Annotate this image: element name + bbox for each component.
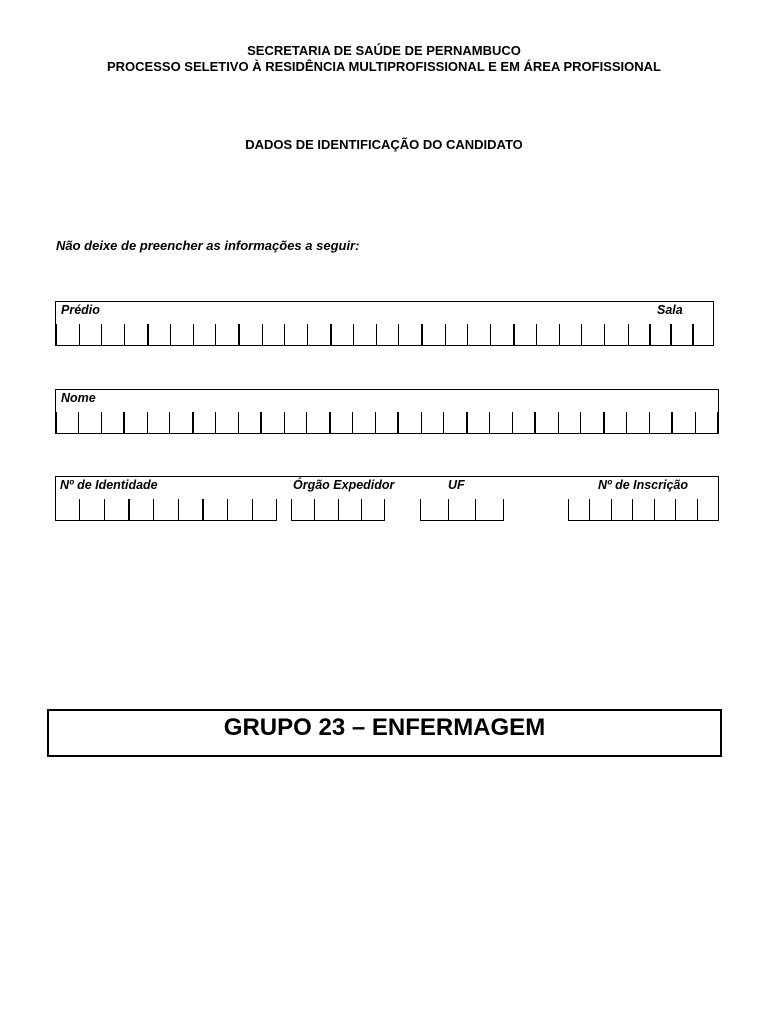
- input-cell[interactable]: [629, 324, 651, 345]
- input-cell[interactable]: [560, 324, 583, 345]
- input-cell[interactable]: [105, 499, 130, 520]
- input-cell[interactable]: [179, 499, 204, 520]
- inscricao-label: Nº de Inscrição: [598, 478, 689, 492]
- input-cell[interactable]: [444, 412, 467, 433]
- uf-input-cells[interactable]: [420, 499, 504, 521]
- input-cell[interactable]: [240, 324, 263, 345]
- predio-sala-box: [55, 301, 714, 346]
- nome-input-cells[interactable]: [56, 412, 718, 434]
- header-title: SECRETARIA DE SAÚDE DE PERNAMBUCO: [247, 43, 521, 58]
- input-cell[interactable]: [353, 412, 375, 433]
- input-cell[interactable]: [399, 324, 423, 345]
- input-cell[interactable]: [650, 412, 673, 433]
- input-cell[interactable]: [315, 499, 338, 520]
- input-cell[interactable]: [228, 499, 252, 520]
- input-cell[interactable]: [148, 412, 170, 433]
- input-cell[interactable]: [627, 412, 649, 433]
- input-cell[interactable]: [307, 412, 330, 433]
- input-cell[interactable]: [490, 412, 512, 433]
- input-cell[interactable]: [80, 324, 103, 345]
- predio-label: Prédio: [61, 303, 100, 317]
- input-cell[interactable]: [102, 324, 125, 345]
- input-cell[interactable]: [581, 412, 604, 433]
- input-cell[interactable]: [354, 324, 377, 345]
- input-cell[interactable]: [569, 499, 590, 520]
- input-cell[interactable]: [194, 412, 216, 433]
- input-cell[interactable]: [421, 499, 449, 520]
- input-cell[interactable]: [605, 412, 627, 433]
- input-cell[interactable]: [376, 412, 399, 433]
- input-cell[interactable]: [308, 324, 332, 345]
- group-banner: GRUPO 23 – ENFERMAGEM: [47, 709, 722, 757]
- header-subtitle: PROCESSO SELETIVO À RESIDÊNCIA MULTIPROFISSIONAL E EM ÁREA PROFISSIONAL: [107, 59, 661, 74]
- input-cell[interactable]: [239, 412, 262, 433]
- input-cell[interactable]: [263, 324, 286, 345]
- identidade-label: Nº de Identidade: [60, 478, 158, 492]
- input-cell[interactable]: [449, 499, 477, 520]
- input-cell[interactable]: [339, 499, 362, 520]
- input-cell[interactable]: [149, 324, 172, 345]
- input-cell[interactable]: [446, 324, 469, 345]
- input-cell[interactable]: [216, 412, 238, 433]
- input-cell[interactable]: [125, 324, 149, 345]
- instruction-text: Não deixe de preencher as informações a seguir:: [56, 238, 360, 253]
- input-cell[interactable]: [468, 324, 491, 345]
- input-cell[interactable]: [513, 412, 536, 433]
- input-cell[interactable]: [253, 499, 277, 520]
- input-cell[interactable]: [332, 324, 355, 345]
- orgao-input-cells[interactable]: [291, 499, 385, 521]
- input-cell[interactable]: [154, 499, 178, 520]
- input-cell[interactable]: [125, 412, 147, 433]
- input-cell[interactable]: [582, 324, 605, 345]
- input-cell[interactable]: [559, 412, 581, 433]
- input-cell[interactable]: [216, 324, 240, 345]
- input-cell[interactable]: [262, 412, 284, 433]
- input-cell[interactable]: [170, 412, 193, 433]
- input-cell[interactable]: [590, 499, 611, 520]
- input-cell[interactable]: [194, 324, 217, 345]
- input-cell[interactable]: [57, 412, 79, 433]
- uf-label: UF: [448, 478, 465, 492]
- input-cell[interactable]: [468, 412, 490, 433]
- input-cell[interactable]: [515, 324, 538, 345]
- input-cell[interactable]: [399, 412, 421, 433]
- input-cell[interactable]: [362, 499, 385, 520]
- input-cell[interactable]: [633, 499, 654, 520]
- input-cell[interactable]: [476, 499, 504, 520]
- input-cell[interactable]: [377, 324, 400, 345]
- input-cell[interactable]: [80, 499, 104, 520]
- nome-box: [55, 389, 719, 434]
- input-cell[interactable]: [102, 412, 125, 433]
- input-cell[interactable]: [422, 412, 444, 433]
- input-cell[interactable]: [672, 324, 694, 345]
- input-cell[interactable]: [285, 412, 307, 433]
- input-cell[interactable]: [694, 324, 715, 345]
- input-cell[interactable]: [292, 499, 315, 520]
- input-cell[interactable]: [171, 324, 194, 345]
- input-cell[interactable]: [673, 412, 695, 433]
- input-cell[interactable]: [79, 412, 101, 433]
- sala-label: Sala: [657, 303, 683, 317]
- inscricao-input-cells[interactable]: [568, 499, 719, 521]
- input-cell[interactable]: [285, 324, 308, 345]
- input-cell[interactable]: [56, 499, 80, 520]
- nome-label: Nome: [61, 391, 96, 405]
- input-cell[interactable]: [655, 499, 676, 520]
- orgao-label: Órgão Expedidor: [293, 478, 395, 492]
- input-cell[interactable]: [676, 499, 697, 520]
- input-cell[interactable]: [537, 324, 560, 345]
- identidade-input-cells[interactable]: [55, 499, 277, 521]
- input-cell[interactable]: [698, 499, 719, 520]
- section-title: DADOS DE IDENTIFICAÇÃO DO CANDIDATO: [245, 137, 523, 152]
- input-cell[interactable]: [204, 499, 228, 520]
- input-cell[interactable]: [696, 412, 718, 433]
- input-cell[interactable]: [423, 324, 446, 345]
- input-cell[interactable]: [491, 324, 515, 345]
- input-cell[interactable]: [536, 412, 558, 433]
- sala-input-cells[interactable]: [628, 324, 714, 346]
- input-cell[interactable]: [130, 499, 154, 520]
- input-cell[interactable]: [57, 324, 80, 345]
- input-cell[interactable]: [651, 324, 673, 345]
- input-cell[interactable]: [331, 412, 353, 433]
- input-cell[interactable]: [612, 499, 633, 520]
- predio-input-cells[interactable]: [56, 324, 605, 346]
